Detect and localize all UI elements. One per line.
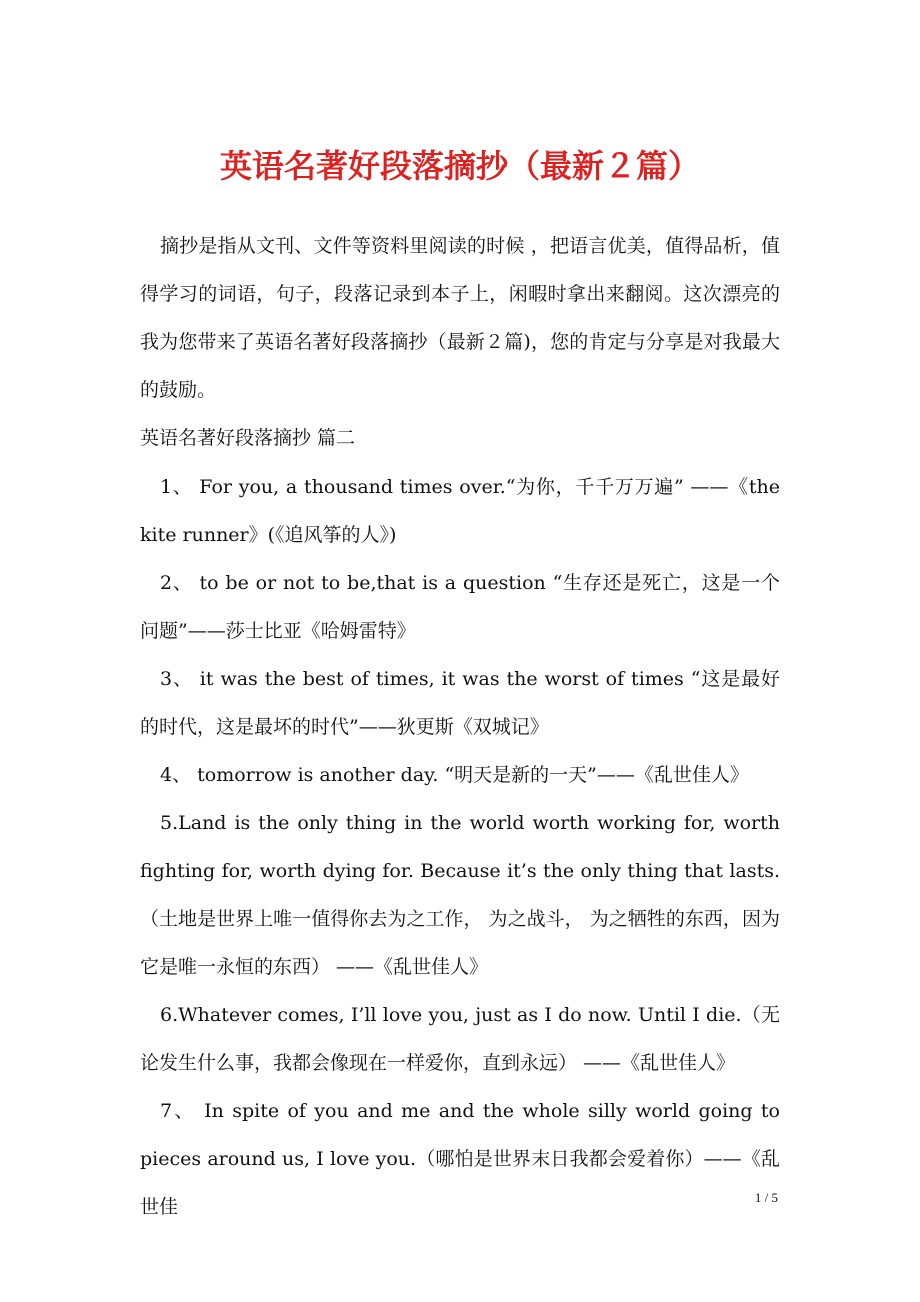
list-item: 5.Land is the only thing in the world worth working for, worth fighting for, worth dying for. Because it’s the only thing that lasts.（土地是世界上唯一值得你去为之工作， 为之战斗， 为之牺牲的东西，因为它是唯一永恒的东西） ——《乱世佳人》 (140, 812, 780, 978)
section-heading: 英语名著好段落摘抄 篇二 (140, 427, 356, 449)
page-number: 1 / 5 (754, 1190, 778, 1205)
list-item: 4、 tomorrow is another day. “明天是新的一天”——《乱世佳人》 (160, 764, 749, 786)
intro-paragraph: 摘抄是指从文刊、文件等资料里阅读的时候 ，把语言优美，值得品析，值得学习的词语，句子，段落记录到本子上，闲暇时拿出来翻阅。这次漂亮的我为您带来了英语名著好段落摘抄（最新２篇)，您的肯定与分享是对我最大的鼓励。 (140, 235, 780, 401)
quote-list (140, 463, 780, 1231)
list-item: 7、 In spite of you and me and the whole silly world going to pieces around us, I love you.（哪怕是世界末日我都会爱着你）——《乱世佳 (140, 1100, 780, 1218)
list-item: 3、 it was the best of times, it was the worst of times “这是最好的时代，这是最坏的时代”——狄更斯《双城记》 (140, 668, 780, 738)
list-item: 6.Whatever comes, I’ll love you, just as I do now. Until I die.（无论发生什么事，我都会像现在一样爱你，直到永远） ——《乱世佳人》 (140, 1004, 780, 1074)
list-item: 1、 For you, a thousand times over.“为你，千千万万遍” ——《the kite runner》(《追风筝的人》) (140, 476, 780, 546)
document-title: 英语名著好段落摘抄（最新２篇） (219, 147, 700, 185)
list-item: 2、 to be or not to be,that is a question “生存还是死亡，这是一个问题”——莎士比亚《哈姆雷特》 (140, 572, 780, 642)
